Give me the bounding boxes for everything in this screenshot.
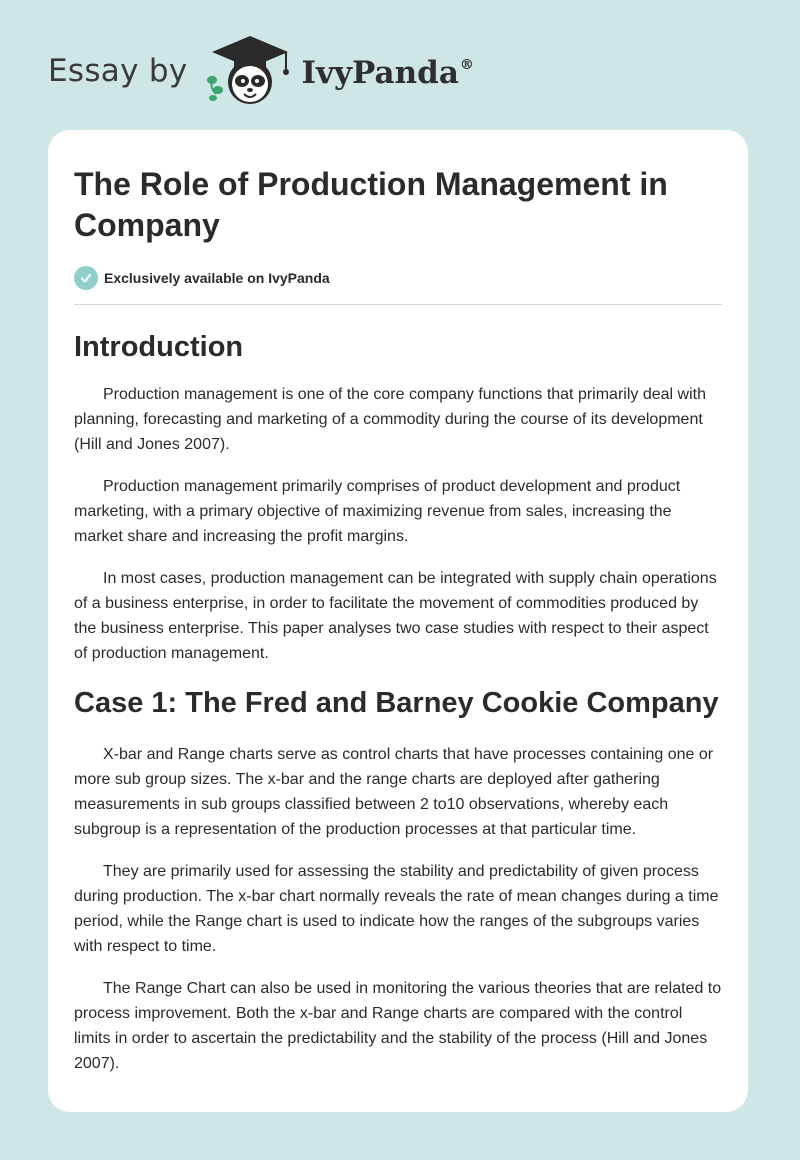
paragraph: They are primarily used for assessing the stability and predictability of given process during production. The x-bar chart normally reveals the rate of mean changes during a time period, while the Range chart is used to indicate how the ranges of the subgroups varies with respect to time. [74,863,719,955]
paragraph: In most cases, production management can be integrated with supply chain operations of a business enterprise, in order to facilitate the movement of commodities produced by the business enterprise. This paper analyses two case studies with respect to their aspect of production management. [74,570,717,662]
brand-name[interactable]: IvyPanda® [301,55,474,91]
panda-graduation-cap-icon[interactable] [202,30,298,110]
site-header [48,30,474,110]
exclusive-badge-label: Exclusively available on IvyPanda [104,270,330,286]
page-title: The Role of Production Management in Company [74,166,668,243]
essay-by-label: Essay by [48,53,188,89]
paragraph: X-bar and Range charts serve as control charts that have processes containing one or more sub group sizes. The x-bar and the range charts are deployed after gathering measurements in sub groups classified between 2 to10 observations, whereby each subgroup is a representation of the production processes at that particular time. [74,746,714,838]
section-heading-case-1: Case 1: The Fred and Barney Cookie Company [74,687,719,719]
section-heading-introduction: Introduction [74,331,244,363]
paragraph: Production management primarily comprises of product development and product marketing, with a primary objective of maximizing revenue from sales, increasing the market share and increasing the profit margins. [74,478,681,545]
paragraph: Production management is one of the core company functions that primarily deal with planning, forecasting and marketing of a commodity during the course of its development (Hill and Jones 2007). [74,386,706,453]
paragraph: The Range Chart can also be used in monitoring the various theories that are related to process improvement. Both the x-bar and Range charts are compared with the control limits in order to ascertain the predictability and the stability of the process (Hill and Jones 2007). [74,980,722,1072]
exclusive-badge [74,266,722,305]
article-card [48,130,748,1112]
check-icon [74,266,98,290]
